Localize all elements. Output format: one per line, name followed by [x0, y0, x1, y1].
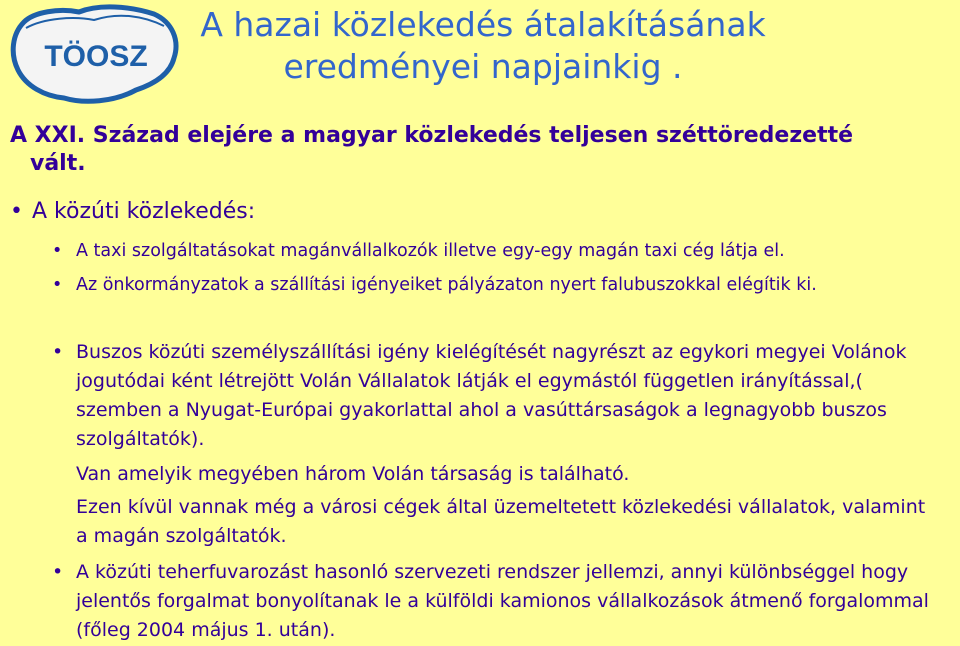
- list-item-text: Ezen kívül vannak még a városi cégek által üzemeltetett közlekedési vállalatok, valamint a magán szolgáltatók.: [76, 496, 926, 547]
- section-label: A közúti közlekedés:: [32, 199, 256, 224]
- toosz-logo: [4, 0, 184, 112]
- bullet-icon: •: [52, 275, 63, 295]
- slide-title: [178, 4, 788, 88]
- bullet-icon: •: [52, 561, 64, 583]
- list-item: [52, 558, 952, 645]
- list-item-text: Az önkormányzatok a szállítási igényeiket pályázaton nyert falubuszokkal elégítik ki.: [76, 275, 817, 295]
- list-item-text: Van amelyik megyében három Volán társaság is található.: [76, 463, 630, 485]
- intro-heading: [10, 122, 910, 178]
- list-item: [52, 272, 932, 299]
- bullet-icon: •: [52, 241, 63, 261]
- heading-line-2: vált.: [30, 151, 86, 176]
- list-item-text: A közúti teherfuvarozást hasonló szervezeti rendszer jellemzi, annyi különbséggel hogy jelentős forgalmat bonyolítanak le a külföldi kamionos vállalkozások átmenő forgalommal (főleg 2004 május 1. után).: [76, 561, 929, 641]
- list-item: [52, 338, 952, 454]
- title-line-2: eredményei napjainkig .: [283, 47, 683, 86]
- bullet-icon: •: [10, 199, 23, 224]
- heading-line-1: A XXI. Század elejére a magyar közlekedés teljesen széttöredezetté: [10, 123, 854, 148]
- logo-text: TÖOSZ: [44, 40, 148, 73]
- list-item-text: A taxi szolgáltatásokat magánvállalkozók illetve egy-egy magán taxi cég látja el.: [76, 241, 785, 261]
- section-bullet: [10, 198, 910, 226]
- list-item: [52, 238, 932, 265]
- title-line-1: A hazai közlekedés átalakításának: [200, 5, 766, 44]
- list-item: [52, 460, 952, 489]
- list-item-text: Buszos közúti személyszállítási igény kielégítését nagyrészt az egykori megyei Volánok jogutódai ként létrejött Volán Vállalatok látják el egymástól független irányítással,( szemben a Nyugat-Európai gyakorlattal ahol a vasúttársaságok a legnagyobb buszos szolgáltatók).: [76, 341, 907, 450]
- list-item: [52, 493, 952, 551]
- bullet-icon: •: [52, 341, 64, 363]
